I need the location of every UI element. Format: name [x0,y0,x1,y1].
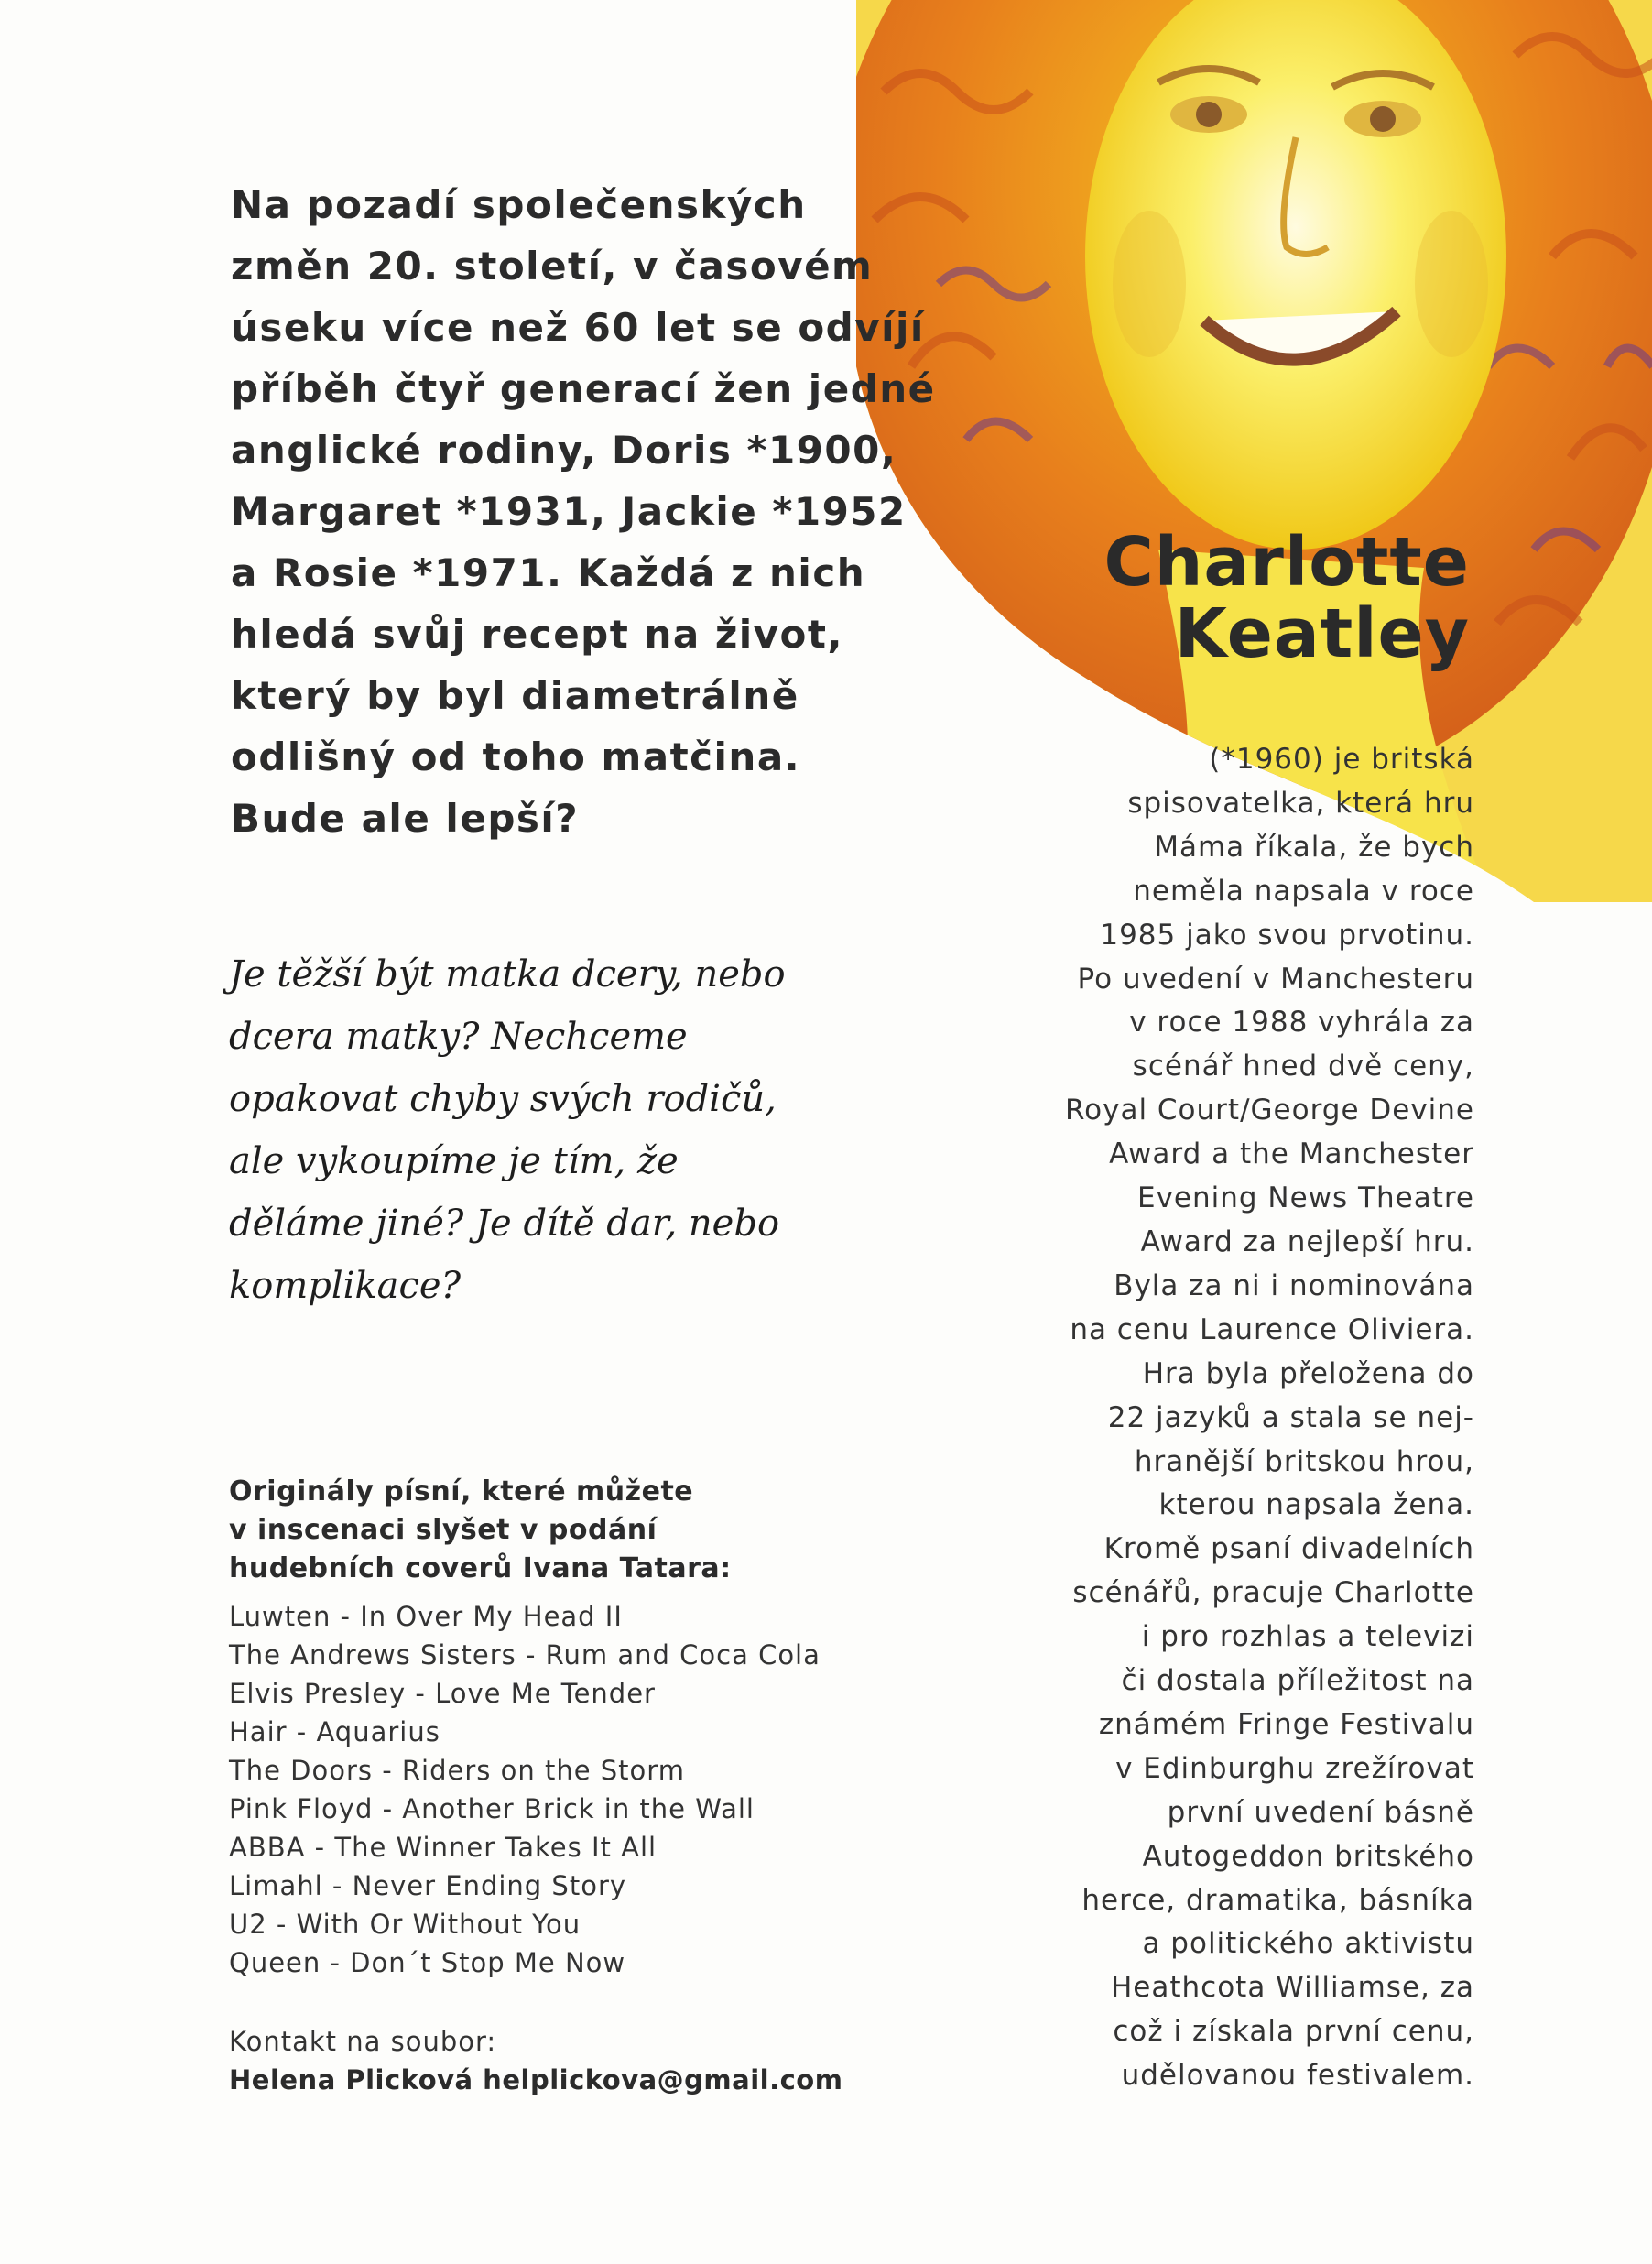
intro-line: Bude ale lepší? [231,796,580,841]
quote-line: komplikace? [229,1265,462,1307]
song-item: Hair - Aquarius [229,1716,440,1747]
intro-line: hledá svůj recept na život, [231,612,843,657]
bio-line: neměla napsala v roce [1133,874,1474,908]
quote-line: dcera matky? Nechceme [229,1016,688,1058]
song-item: The Doors - Riders on the Storm [229,1755,685,1786]
quote-line: ale vykoupíme je tím, že [229,1140,679,1182]
bio-line: Po uvedení v Manchesteru [1077,962,1474,996]
song-item: U2 - With Or Without You [229,1909,581,1940]
bio-line: první uvedení básně [1167,1795,1474,1829]
author-name-line: Charlotte [1103,523,1470,602]
quote-line: Je těžší být matka dcery, nebo [229,953,786,996]
bio-line: na cenu Laurence Oliviera. [1070,1312,1474,1346]
bio-line: a politického aktivistu [1142,1927,1474,1961]
song-item: Pink Floyd - Another Brick in the Wall [229,1793,755,1824]
contact-block [229,2022,962,2099]
song-item: The Andrews Sisters - Rum and Coca Cola [229,1639,821,1671]
quote-line: opakovat chyby svých rodičů, [229,1078,777,1120]
bio-line: spisovatelka, která hru [1127,786,1474,820]
bio-line: Evening News Theatre [1136,1181,1474,1215]
author-name [1035,523,1470,673]
author-bio [1026,738,1474,2098]
bio-line: Byla za ni i nominována [1114,1268,1474,1302]
intro-line: který by byl diametrálně [231,673,799,718]
intro-line: příběh čtyř generací žen jedné [231,366,936,411]
song-item: Luwten - In Over My Head II [229,1601,623,1632]
bio-line: scénářů, pracuje Charlotte [1072,1576,1474,1610]
intro-line: úseku více než 60 let se odvíjí [231,305,925,350]
intro-line: a Rosie *1971. Každá z nich [231,550,866,595]
bio-line: (*1960) je britská [1209,743,1474,776]
song-item: Limahl - Never Ending Story [229,1870,627,1901]
bio-line: Kromě psaní divadelních [1103,1532,1474,1566]
bio-line: v Edinburghu zrežírovat [1115,1751,1474,1785]
song-item: Elvis Presley - Love Me Tender [229,1678,656,1709]
songs-heading-line: Originály písní, které můžete [229,1475,694,1508]
bio-line: známém Fringe Festivalu [1098,1707,1474,1741]
bio-line: kterou napsala žena. [1158,1488,1474,1522]
bio-line: 1985 jako svou prvotinu. [1100,918,1474,952]
bio-line: Máma říkala, že bych [1154,830,1474,864]
bio-line: či dostala příležitost na [1121,1664,1474,1698]
song-item: ABBA - The Winner Takes It All [229,1832,658,1863]
intro-line: anglické rodiny, Doris *1900, [231,428,897,473]
bio-line: Award za nejlepší hru. [1140,1225,1474,1258]
bio-line: což i získala první cenu, [1113,2015,1474,2049]
bio-line: Royal Court/George Devine [1064,1094,1474,1127]
song-item: Queen - Don´t Stop Me Now [229,1947,626,1978]
bio-line: i pro rozhlas a televizi [1141,1620,1474,1654]
bio-line: herce, dramatika, básníka [1081,1883,1474,1917]
handwritten-quote [229,943,870,1317]
bio-line: 22 jazyků a stala se nej- [1107,1400,1474,1434]
bio-line: Hra byla přeložena do [1142,1356,1474,1390]
intro-line: Margaret *1931, Jackie *1952 [231,489,907,534]
bio-line: Autogeddon britského [1142,1839,1474,1873]
bio-line: Award a the Manchester [1109,1137,1474,1171]
intro-line: odlišný od toho matčina. [231,735,801,779]
songs-heading-line: v inscenaci slyšet v podání [229,1514,658,1546]
song-list [229,1597,888,1982]
bio-line: hranější britskou hrou, [1134,1444,1474,1478]
bio-line: Heathcota Williamse, za [1110,1971,1474,2005]
contact-person-email: Helena Plicková helplickova@gmail.com [229,2064,843,2095]
quote-line: děláme jiné? Je dítě dar, nebo [229,1203,780,1245]
author-name-line: Keatley [1174,594,1470,673]
contact-label: Kontakt na soubor: [229,2026,497,2057]
intro-line: Na pozadí společenských [231,182,807,227]
intro-paragraph [231,174,954,849]
bio-line: scénář hned dvě ceny, [1132,1050,1474,1083]
bio-line: udělovanou festivalem. [1121,2059,1474,2093]
songs-heading [229,1473,870,1588]
bio-line: v roce 1988 vyhrála za [1129,1006,1474,1039]
intro-line: změn 20. století, v časovém [231,244,874,288]
songs-heading-line: hudebních coverů Ivana Tatara: [229,1552,732,1584]
